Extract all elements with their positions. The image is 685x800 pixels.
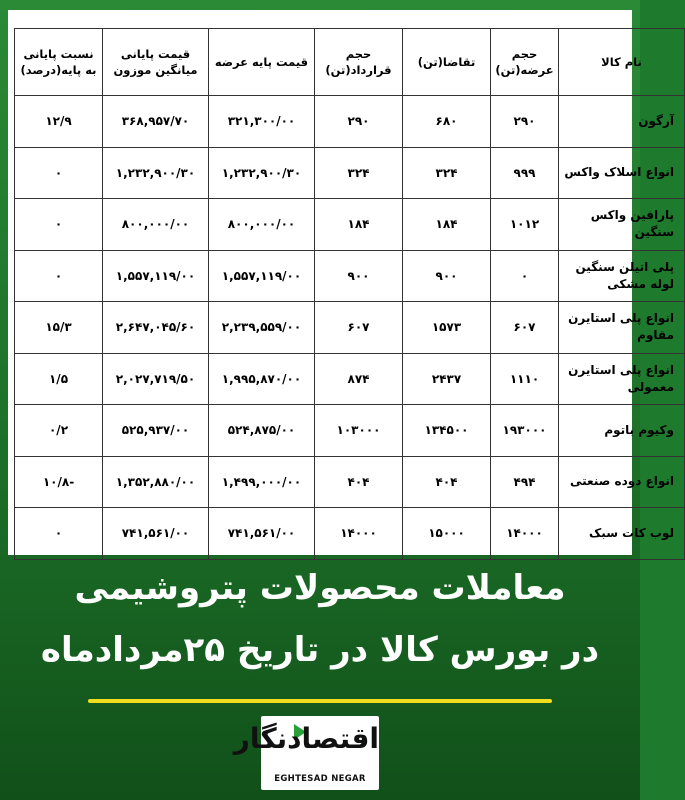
cell-contract-volume: ۱۰۳۰۰۰	[315, 405, 403, 457]
cell-offer-volume: ۱۰۱۲	[491, 199, 559, 251]
cell-final-to-base-pct: ۱۲/۹	[15, 96, 103, 148]
cell-name: انواع دوده صنعتی	[559, 456, 685, 508]
yellow-divider	[88, 699, 552, 703]
cell-base-price: ۱,۹۹۵,۸۷۰/۰۰	[209, 353, 315, 405]
cell-base-price: ۷۴۱,۵۶۱/۰۰	[209, 508, 315, 560]
cell-avg-final-price: ۳۶۸,۹۵۷/۷۰	[103, 96, 209, 148]
header-final-to-base-pct: نسبت پایانی به پایه(درصد)	[15, 29, 103, 96]
header-avg-final-price: قیمت پایانی میانگین موزون	[103, 29, 209, 96]
cell-contract-volume: ۱۸۴	[315, 199, 403, 251]
header-name: نام کالا	[559, 29, 685, 96]
header-base-price: قیمت پایه عرضه	[209, 29, 315, 96]
cell-name: انواع پلی استایرن مقاوم	[559, 302, 685, 354]
cell-demand: ۱۵۰۰۰	[403, 508, 491, 560]
cell-name: وکیوم باتوم	[559, 405, 685, 457]
table-row	[15, 353, 685, 405]
cell-final-to-base-pct: ۰	[15, 199, 103, 251]
logo-latin-text: EGHTESAD NEGAR	[274, 774, 366, 784]
cell-offer-volume: ۱۱۱۰	[491, 353, 559, 405]
cell-avg-final-price: ۸۰۰,۰۰۰/۰۰	[103, 199, 209, 251]
cell-base-price: ۱,۲۳۲,۹۰۰/۳۰	[209, 147, 315, 199]
headline-line-2: در بورس کالا در تاریخ ۲۵مردادماه	[40, 630, 600, 670]
table-row	[15, 508, 685, 560]
cell-demand: ۳۲۴	[403, 147, 491, 199]
cell-final-to-base-pct: ۱۵/۳	[15, 302, 103, 354]
cell-final-to-base-pct: -۱۰/۸	[15, 456, 103, 508]
cell-avg-final-price: ۲,۰۲۷,۷۱۹/۵۰	[103, 353, 209, 405]
cell-demand: ۱۵۷۳	[403, 302, 491, 354]
cell-offer-volume: ۱۹۳۰۰۰	[491, 405, 559, 457]
cell-base-price: ۳۲۱,۳۰۰/۰۰	[209, 96, 315, 148]
table-row	[15, 456, 685, 508]
cell-name: آرگون	[559, 96, 685, 148]
cell-contract-volume: ۳۲۴	[315, 147, 403, 199]
cell-contract-volume: ۲۹۰	[315, 96, 403, 148]
cell-final-to-base-pct: ۰	[15, 147, 103, 199]
cell-offer-volume: ۹۹۹	[491, 147, 559, 199]
cell-offer-volume: ۰	[491, 250, 559, 302]
cell-base-price: ۱,۴۹۹,۰۰۰/۰۰	[209, 456, 315, 508]
cell-contract-volume: ۸۷۴	[315, 353, 403, 405]
cell-offer-volume: ۲۹۰	[491, 96, 559, 148]
table-row	[15, 405, 685, 457]
header-offer-volume: حجم عرضه(تن)	[491, 29, 559, 96]
cell-avg-final-price: ۱,۵۵۷,۱۱۹/۰۰	[103, 250, 209, 302]
cell-offer-volume: ۴۹۴	[491, 456, 559, 508]
cell-offer-volume: ۱۴۰۰۰	[491, 508, 559, 560]
table-row	[15, 199, 685, 251]
table-row	[15, 96, 685, 148]
cell-demand: ۹۰۰	[403, 250, 491, 302]
table-header-row	[15, 29, 685, 96]
cell-final-to-base-pct: ۱/۵	[15, 353, 103, 405]
cell-base-price: ۵۲۴,۸۷۵/۰۰	[209, 405, 315, 457]
header-contract-volume: حجم قرارداد(تن)	[315, 29, 403, 96]
cell-avg-final-price: ۵۲۵,۹۳۷/۰۰	[103, 405, 209, 457]
cell-final-to-base-pct: ۰	[15, 250, 103, 302]
cell-offer-volume: ۶۰۷	[491, 302, 559, 354]
cell-avg-final-price: ۱,۳۵۲,۸۸۰/۰۰	[103, 456, 209, 508]
cell-name: انواع اسلاک واکس	[559, 147, 685, 199]
cell-demand: ۶۸۰	[403, 96, 491, 148]
logo-wordmark: اقتصادنگار	[233, 722, 379, 755]
cell-base-price: ۲,۲۳۹,۵۵۹/۰۰	[209, 302, 315, 354]
cell-contract-volume: ۶۰۷	[315, 302, 403, 354]
cell-name: پلی اتیلن سنگین لوله مشکی	[559, 250, 685, 302]
petrochemical-trades-table	[14, 28, 685, 560]
cell-avg-final-price: ۲,۶۴۷,۰۴۵/۶۰	[103, 302, 209, 354]
cell-avg-final-price: ۱,۲۳۲,۹۰۰/۳۰	[103, 147, 209, 199]
header-demand: تقاضا(تن)	[403, 29, 491, 96]
cell-avg-final-price: ۷۴۱,۵۶۱/۰۰	[103, 508, 209, 560]
cell-contract-volume: ۹۰۰	[315, 250, 403, 302]
cell-contract-volume: ۴۰۴	[315, 456, 403, 508]
cell-name: پارافین واکس سنگین	[559, 199, 685, 251]
cell-contract-volume: ۱۴۰۰۰	[315, 508, 403, 560]
cell-demand: ۲۴۳۷	[403, 353, 491, 405]
cell-final-to-base-pct: ۰/۲	[15, 405, 103, 457]
table-card	[8, 10, 674, 555]
table-row	[15, 147, 685, 199]
cell-name: لوب کات سبک	[559, 508, 685, 560]
cell-demand: ۱۸۴	[403, 199, 491, 251]
cell-base-price: ۱,۵۵۷,۱۱۹/۰۰	[209, 250, 315, 302]
cell-name: انواع پلی استایرن معمولی	[559, 353, 685, 405]
cell-final-to-base-pct: ۰	[15, 508, 103, 560]
cell-demand: ۱۳۴۵۰۰	[403, 405, 491, 457]
headline-line-1: معاملات محصولات پتروشیمی	[74, 568, 566, 608]
table-row	[15, 302, 685, 354]
table-row	[15, 250, 685, 302]
cell-base-price: ۸۰۰,۰۰۰/۰۰	[209, 199, 315, 251]
cell-demand: ۴۰۴	[403, 456, 491, 508]
eghtesad-negar-logo	[233, 716, 379, 790]
